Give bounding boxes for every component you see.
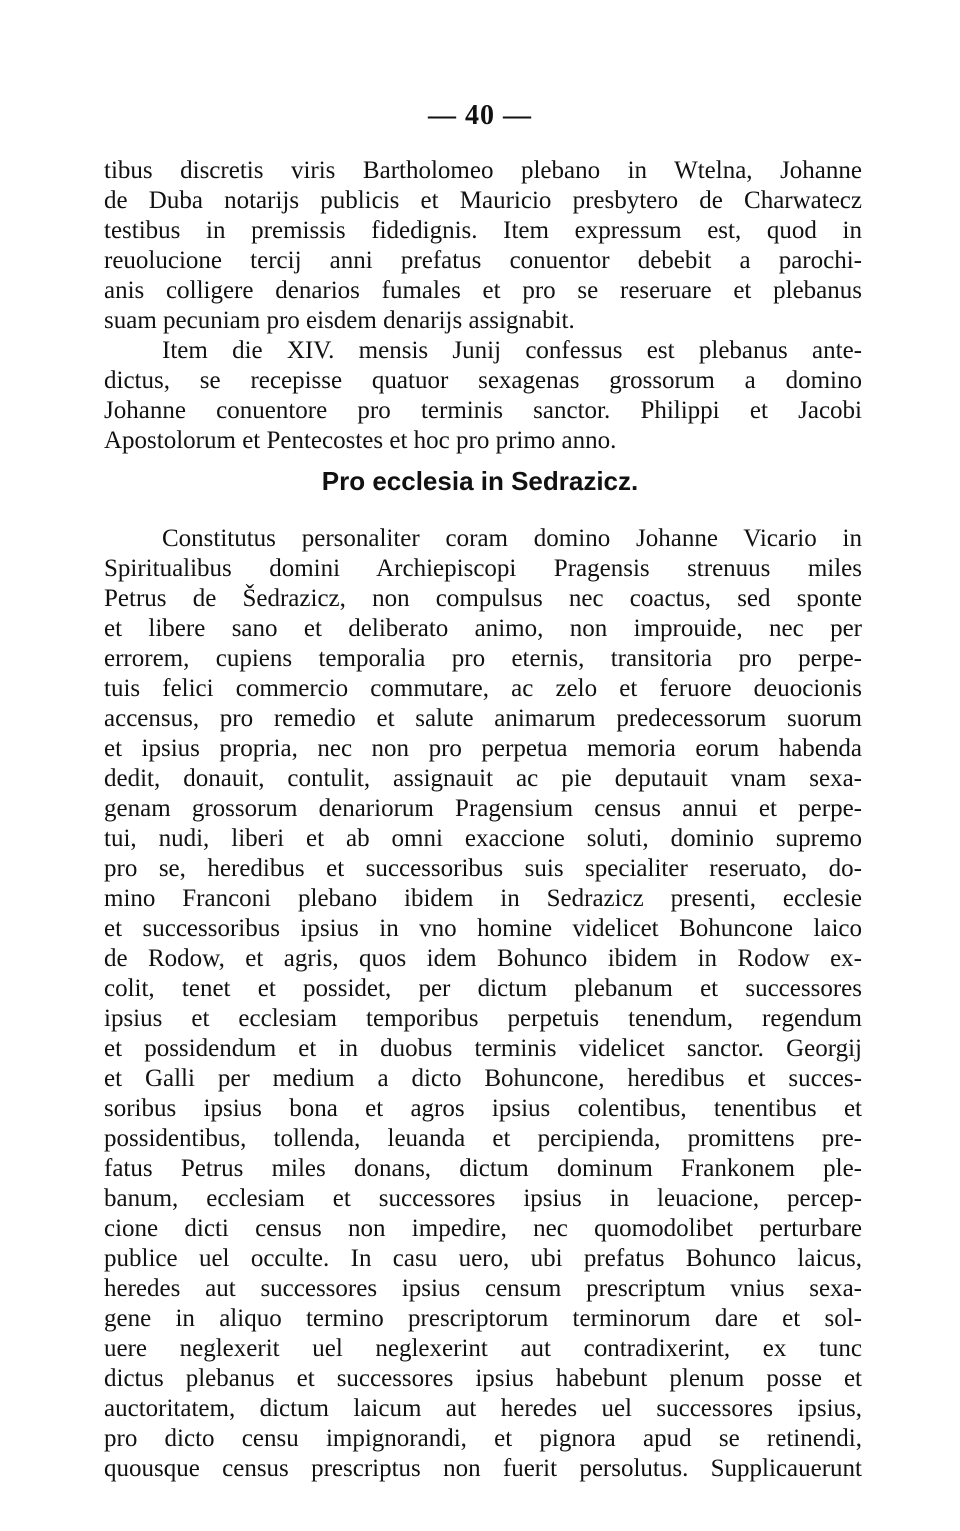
text-line: ipsius et ecclesiam temporibus perpetuis tenendum, regendum	[104, 1005, 862, 1032]
paragraph-3	[104, 524, 862, 1484]
text-line: Johanne conuentore pro terminis sanctor. Philippi et Jacobi	[104, 397, 862, 424]
text-line: suam pecuniam pro eisdem denarijs assignabit.	[104, 307, 575, 334]
text-line: dedit, donauit, contulit, assignauit ac pie deputauit vnam sexa-	[104, 765, 862, 792]
text-line: de Rodow, et agris, quos idem Bohunco ibidem in Rodow ex-	[104, 945, 862, 972]
text-line: errorem, cupiens temporalia pro eternis, transitoria pro perpe-	[104, 645, 862, 672]
text-line: gene in aliquo termino prescriptorum terminorum dare et sol-	[104, 1305, 862, 1332]
text-line: et ipsius propria, nec non pro perpetua memoria eorum habenda	[104, 735, 862, 762]
section-heading: Pro ecclesia in Sedrazicz.	[321, 466, 639, 496]
text-line: heredes aut successores ipsius censum prescriptum vnius sexa-	[104, 1275, 862, 1302]
text-line: genam grossorum denariorum Pragensium census annui et perpe-	[104, 795, 862, 822]
text-line: anis colligere denarios fumales et pro se reseruare et plebanus	[104, 277, 862, 304]
text-line: cione dicti census non impedire, nec quomodolibet perturbare	[104, 1215, 862, 1242]
text-line: quousque census prescriptus non fuerit persolutus. Supplicauerunt	[104, 1455, 862, 1482]
text-line: reuolucione tercij anni prefatus conuentor debebit a parochi-	[104, 247, 862, 274]
text-line: publice uel occulte. In casu uero, ubi prefatus Bohunco laicus,	[104, 1245, 862, 1272]
text-line: pro se, heredibus et successoribus suis specialiter reseruato, do-	[104, 855, 862, 882]
text-line: et libere sano et deliberato animo, non improuide, nec per	[104, 615, 862, 642]
text-line: colit, tenet et possidet, per dictum plebanum et successores	[104, 975, 862, 1002]
text-line: et successoribus ipsius in vno homine videlicet Bohuncone laico	[104, 915, 862, 942]
text-line: Constitutus personaliter coram domino Johanne Vicario in	[162, 525, 862, 552]
text-line: mino Franconi plebano ibidem in Sedrazicz presenti, ecclesie	[104, 885, 862, 912]
text-line: tuis felici commercio commutare, ac zelo et feruore deuocionis	[104, 675, 862, 702]
text-line: Item die XIV. mensis Junij confessus est plebanus ante-	[162, 337, 862, 364]
text-line: uere neglexerit uel neglexerint aut contradixerint, ex tunc	[104, 1335, 862, 1362]
text-line: testibus in premissis fidedignis. Item expressum est, quod in	[104, 217, 862, 244]
paragraph-2	[104, 336, 862, 456]
text-line: dictus, se recepisse quatuor sexagenas grossorum a domino	[104, 367, 862, 394]
text-line: Apostolorum et Pentecostes et hoc pro primo anno.	[104, 427, 617, 454]
text-line: et Galli per medium a dicto Bohuncone, heredibus et succes-	[104, 1065, 862, 1092]
paragraph-1	[104, 156, 862, 336]
text-line: de Duba notarijs publicis et Mauricio presbytero de Charwatecz	[104, 187, 862, 214]
page-number: — 40 —	[428, 100, 532, 131]
text-line: soribus ipsius bona et agros ipsius colentibus, tenentibus et	[104, 1095, 862, 1122]
text-line: pro dicto censu impignorandi, et pignora apud se retinendi,	[104, 1425, 862, 1452]
text-line: Spiritualibus domini Archiepiscopi Pragensis strenuus miles	[104, 555, 862, 582]
text-line: fatus Petrus miles donans, dictum dominum Frankonem ple-	[104, 1155, 862, 1182]
text-line: et possidendum et in duobus terminis videlicet sanctor. Georgij	[104, 1035, 862, 1062]
text-line: tibus discretis viris Bartholomeo plebano in Wtelna, Johanne	[104, 157, 862, 184]
text-line: dictus plebanus et successores ipsius habebunt plenum posse et	[104, 1365, 862, 1392]
text-line: possidentibus, tollenda, leuanda et percipienda, promittens pre-	[104, 1125, 862, 1152]
text-line: Petrus de Šedrazicz, non compulsus nec coactus, sed sponte	[104, 585, 862, 612]
text-line: tui, nudi, liberi et ab omni exaccione soluti, dominio supremo	[104, 825, 862, 852]
text-line: accensus, pro remedio et salute animarum predecessorum suorum	[104, 705, 862, 732]
text-line: banum, ecclesiam et successores ipsius in leuacione, percep-	[104, 1185, 862, 1212]
text-block-top	[104, 156, 862, 456]
text-line: auctoritatem, dictum laicum aut heredes uel successores ipsius,	[104, 1395, 862, 1422]
